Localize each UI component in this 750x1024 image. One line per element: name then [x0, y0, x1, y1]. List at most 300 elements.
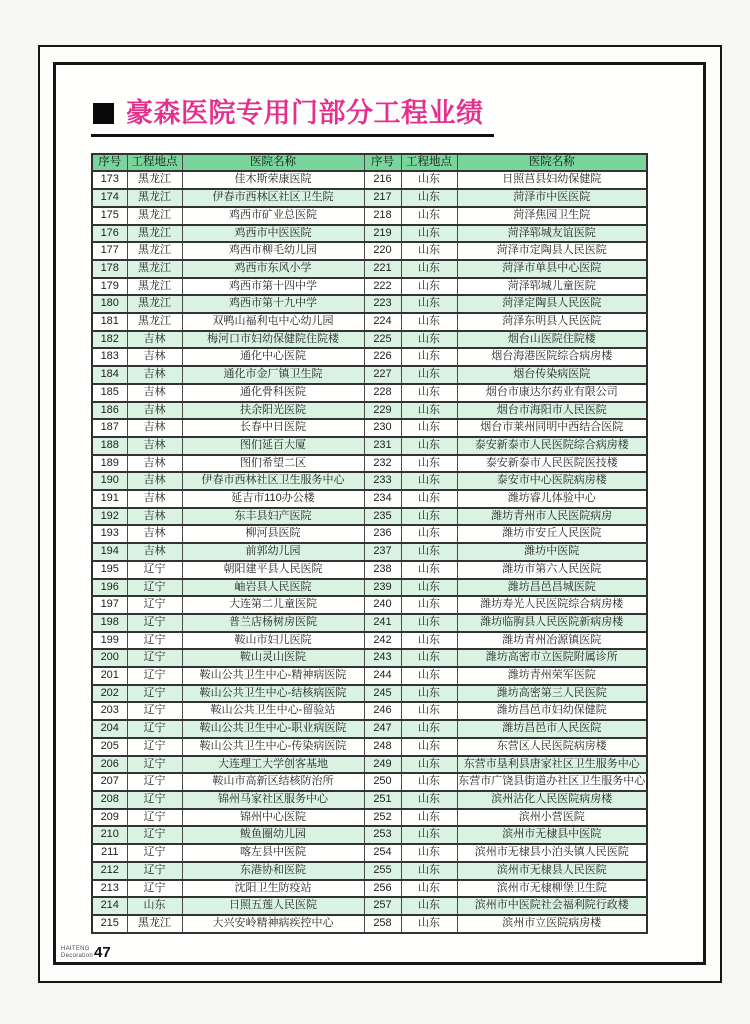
location-cell: 吉林 — [127, 437, 182, 455]
serial-cell: 245 — [364, 685, 401, 703]
hospital-cell: 大连第二儿童医院 — [182, 596, 364, 614]
location-cell: 山东 — [401, 260, 457, 278]
hospital-cell: 泰安市中心医院病房楼 — [457, 472, 647, 490]
serial-cell: 222 — [364, 278, 401, 296]
serial-cell: 203 — [92, 702, 127, 720]
hospital-cell: 锦州中心医院 — [182, 809, 364, 827]
hospital-cell: 鞍山公共卫生中心-传染病医院 — [182, 738, 364, 756]
hospital-cell: 鞍山公共卫生中心-结核病医院 — [182, 685, 364, 703]
hospital-cell: 泰安新泰市人民医院医技楼 — [457, 455, 647, 473]
serial-cell: 239 — [364, 579, 401, 597]
serial-cell: 183 — [92, 348, 127, 366]
hospital-cell: 潍坊中医院 — [457, 543, 647, 561]
location-cell: 山东 — [401, 738, 457, 756]
hospital-cell: 鞍山灵山医院 — [182, 649, 364, 667]
location-cell: 山东 — [401, 702, 457, 720]
serial-cell: 242 — [364, 632, 401, 650]
hospital-cell: 菏泽市中医医院 — [457, 189, 647, 207]
location-cell: 山东 — [401, 667, 457, 685]
serial-cell: 255 — [364, 862, 401, 880]
hospital-cell: 朝阳建平县人民医院 — [182, 561, 364, 579]
location-cell: 辽宁 — [127, 773, 182, 791]
page-title: 豪森医院专用门部分工程业绩 — [126, 98, 484, 128]
serial-cell: 232 — [364, 455, 401, 473]
serial-cell: 218 — [364, 207, 401, 225]
hospital-cell: 双鸭山福利屯中心幼儿园 — [182, 313, 364, 331]
hospital-cell: 鞍山市妇儿医院 — [182, 632, 364, 650]
location-cell: 山东 — [401, 189, 457, 207]
table-row — [92, 720, 647, 738]
location-cell: 山东 — [401, 525, 457, 543]
serial-cell: 186 — [92, 402, 127, 420]
table-row — [92, 791, 647, 809]
location-cell: 山东 — [401, 384, 457, 402]
hospital-cell: 潍坊青州市人民医院病房 — [457, 508, 647, 526]
location-cell: 山东 — [401, 242, 457, 260]
table-row — [92, 419, 647, 437]
serial-cell: 251 — [364, 791, 401, 809]
hospital-cell: 日照莒县妇幼保健院 — [457, 171, 647, 189]
table-row — [92, 455, 647, 473]
table-row — [92, 561, 647, 579]
location-cell: 山东 — [401, 596, 457, 614]
table-row — [92, 579, 647, 597]
hospital-cell: 潍坊昌邑市妇幼保健院 — [457, 702, 647, 720]
serial-cell: 219 — [364, 225, 401, 243]
hospital-cell: 日照五莲人民医院 — [182, 897, 364, 915]
location-cell: 山东 — [401, 278, 457, 296]
table-row — [92, 702, 647, 720]
location-cell: 山东 — [401, 508, 457, 526]
serial-cell: 216 — [364, 171, 401, 189]
hospital-cell: 菏泽市单县中心医院 — [457, 260, 647, 278]
table-row — [92, 207, 647, 225]
table-row — [92, 225, 647, 243]
serial-cell: 212 — [92, 862, 127, 880]
serial-cell: 210 — [92, 826, 127, 844]
serial-cell: 182 — [92, 331, 127, 349]
hospital-cell: 大兴安岭精神病疾控中心 — [182, 915, 364, 933]
table-row — [92, 366, 647, 384]
serial-cell: 201 — [92, 667, 127, 685]
hospital-cell: 佳木斯荣康医院 — [182, 171, 364, 189]
table-row — [92, 331, 647, 349]
table-row — [92, 844, 647, 862]
location-cell: 黑龙江 — [127, 915, 182, 933]
serial-cell: 229 — [364, 402, 401, 420]
hospital-cell: 烟台市海阳市人民医院 — [457, 402, 647, 420]
section-title-block — [91, 99, 494, 137]
serial-cell: 191 — [92, 490, 127, 508]
table-row — [92, 525, 647, 543]
table-row — [92, 915, 647, 933]
hospital-cell: 鸡西市柳毛幼儿园 — [182, 242, 364, 260]
location-cell: 吉林 — [127, 455, 182, 473]
serial-cell: 237 — [364, 543, 401, 561]
table-row — [92, 402, 647, 420]
location-cell: 吉林 — [127, 508, 182, 526]
outer-border-frame — [38, 45, 722, 983]
hospital-cell: 烟台市莱州同明中西结合医院 — [457, 419, 647, 437]
hospital-cell: 潍坊市第六人民医院 — [457, 561, 647, 579]
location-cell: 吉林 — [127, 366, 182, 384]
hospital-cell: 菏泽市定陶县人民医院 — [457, 242, 647, 260]
serial-cell: 206 — [92, 756, 127, 774]
serial-cell: 174 — [92, 189, 127, 207]
serial-cell: 173 — [92, 171, 127, 189]
hospital-cell: 滨州市无棣县中医院 — [457, 826, 647, 844]
serial-cell: 198 — [92, 614, 127, 632]
location-cell: 辽宁 — [127, 720, 182, 738]
hospital-cell: 鸡西市第十四中学 — [182, 278, 364, 296]
location-cell: 山东 — [401, 614, 457, 632]
hospital-cell: 前郭幼儿园 — [182, 543, 364, 561]
inner-border-frame — [53, 62, 706, 965]
table-row — [92, 490, 647, 508]
location-cell: 黑龙江 — [127, 225, 182, 243]
serial-cell: 230 — [364, 419, 401, 437]
serial-cell: 211 — [92, 844, 127, 862]
location-cell: 辽宁 — [127, 632, 182, 650]
hospital-cell: 通化骨科医院 — [182, 384, 364, 402]
location-cell: 辽宁 — [127, 880, 182, 898]
serial-cell: 223 — [364, 295, 401, 313]
serial-cell: 197 — [92, 596, 127, 614]
hospital-cell: 岫岩县人民医院 — [182, 579, 364, 597]
location-cell: 吉林 — [127, 543, 182, 561]
hospital-cell: 柳河县医院 — [182, 525, 364, 543]
serial-cell: 180 — [92, 295, 127, 313]
location-cell: 辽宁 — [127, 738, 182, 756]
table-row — [92, 596, 647, 614]
location-cell: 山东 — [401, 313, 457, 331]
hospital-cell: 滨州市中医院社会福利院行政楼 — [457, 897, 647, 915]
serial-cell: 175 — [92, 207, 127, 225]
location-cell: 山东 — [401, 331, 457, 349]
serial-cell: 228 — [364, 384, 401, 402]
page-footer — [61, 945, 111, 960]
location-cell: 辽宁 — [127, 791, 182, 809]
hospital-cell: 普兰店杨树房医院 — [182, 614, 364, 632]
table-row — [92, 242, 647, 260]
hospital-cell: 滨州市无棣柳堡卫生院 — [457, 880, 647, 898]
page-number: 47 — [94, 944, 111, 961]
location-cell: 山东 — [401, 809, 457, 827]
location-cell: 辽宁 — [127, 809, 182, 827]
location-cell: 山东 — [401, 915, 457, 933]
brand-line-2: Decoration — [61, 953, 94, 960]
hospital-cell: 沈阳卫生防疫站 — [182, 880, 364, 898]
serial-cell: 178 — [92, 260, 127, 278]
table-row — [92, 437, 647, 455]
serial-cell: 190 — [92, 472, 127, 490]
hospital-cell: 滨州市无棣县人民医院 — [457, 862, 647, 880]
hospital-cell: 长春中日医院 — [182, 419, 364, 437]
hospital-cell: 泰安新泰市人民医院综合病房楼 — [457, 437, 647, 455]
location-cell: 吉林 — [127, 384, 182, 402]
hospital-cell: 烟台山医院住院楼 — [457, 331, 647, 349]
location-cell: 山东 — [401, 632, 457, 650]
location-cell: 山东 — [401, 756, 457, 774]
location-cell: 山东 — [401, 419, 457, 437]
serial-cell: 258 — [364, 915, 401, 933]
hospital-cell: 鞍山公共卫生中心-留验站 — [182, 702, 364, 720]
location-cell: 山东 — [401, 295, 457, 313]
location-cell: 黑龙江 — [127, 207, 182, 225]
location-cell: 辽宁 — [127, 596, 182, 614]
table-row — [92, 685, 647, 703]
table-row — [92, 738, 647, 756]
serial-cell: 193 — [92, 525, 127, 543]
hospital-cell: 烟台传染病医院 — [457, 366, 647, 384]
location-cell: 山东 — [401, 348, 457, 366]
hospital-cell: 鲅鱼圈幼儿园 — [182, 826, 364, 844]
hospital-cell: 潍坊昌邑市人民医院 — [457, 720, 647, 738]
location-cell: 山东 — [401, 826, 457, 844]
hospital-cell: 菏泽定陶县人民医院 — [457, 295, 647, 313]
location-cell: 山东 — [401, 579, 457, 597]
location-cell: 吉林 — [127, 331, 182, 349]
hospital-cell: 东营市广饶县街道办社区卫生服务中心 — [457, 773, 647, 791]
hospital-cell: 潍坊青州冶源镇医院 — [457, 632, 647, 650]
table-row — [92, 826, 647, 844]
serial-cell: 185 — [92, 384, 127, 402]
location-cell: 辽宁 — [127, 579, 182, 597]
location-cell: 山东 — [401, 490, 457, 508]
serial-cell: 200 — [92, 649, 127, 667]
location-cell: 吉林 — [127, 472, 182, 490]
serial-cell: 238 — [364, 561, 401, 579]
serial-cell: 253 — [364, 826, 401, 844]
location-cell: 山东 — [401, 880, 457, 898]
serial-cell: 256 — [364, 880, 401, 898]
location-cell: 山东 — [401, 543, 457, 561]
location-cell: 辽宁 — [127, 756, 182, 774]
hospital-cell: 菏泽焦园卫生院 — [457, 207, 647, 225]
hospital-cell: 滨州市立医院病房楼 — [457, 915, 647, 933]
location-cell: 辽宁 — [127, 862, 182, 880]
hospital-cell: 梅河口市妇幼保健院住院楼 — [182, 331, 364, 349]
serial-cell: 235 — [364, 508, 401, 526]
location-cell: 山东 — [401, 437, 457, 455]
table-row — [92, 384, 647, 402]
table-row — [92, 773, 647, 791]
location-cell: 辽宁 — [127, 614, 182, 632]
location-cell: 山东 — [401, 472, 457, 490]
col-header-hospital-right: 医院名称 — [457, 154, 647, 172]
serial-cell: 215 — [92, 915, 127, 933]
table-row — [92, 543, 647, 561]
serial-cell: 244 — [364, 667, 401, 685]
location-cell: 黑龙江 — [127, 278, 182, 296]
table-row — [92, 756, 647, 774]
location-cell: 辽宁 — [127, 685, 182, 703]
serial-cell: 189 — [92, 455, 127, 473]
serial-cell: 188 — [92, 437, 127, 455]
serial-cell: 187 — [92, 419, 127, 437]
location-cell: 山东 — [401, 366, 457, 384]
hospital-cell: 菏泽东明县人民医院 — [457, 313, 647, 331]
location-cell: 吉林 — [127, 525, 182, 543]
table-row — [92, 897, 647, 915]
serial-cell: 199 — [92, 632, 127, 650]
hospital-cell: 滨州小营医院 — [457, 809, 647, 827]
location-cell: 山东 — [401, 225, 457, 243]
hospital-cell: 通化市金厂镇卫生院 — [182, 366, 364, 384]
location-cell: 山东 — [401, 720, 457, 738]
hospital-cell: 潍坊睿儿体验中心 — [457, 490, 647, 508]
projects-table — [91, 153, 648, 934]
serial-cell: 194 — [92, 543, 127, 561]
table-row — [92, 614, 647, 632]
serial-cell: 179 — [92, 278, 127, 296]
location-cell: 黑龙江 — [127, 295, 182, 313]
hospital-cell: 大连理工大学创客基地 — [182, 756, 364, 774]
title-bullet-square-icon — [93, 103, 114, 124]
serial-cell: 205 — [92, 738, 127, 756]
hospital-cell: 喀左县中医院 — [182, 844, 364, 862]
hospital-cell: 烟台市康达尔药业有限公司 — [457, 384, 647, 402]
table-row — [92, 862, 647, 880]
serial-cell: 241 — [364, 614, 401, 632]
table-body — [92, 171, 647, 932]
hospital-cell: 伊春市西林社区卫生服务中心 — [182, 472, 364, 490]
col-header-serial-right: 序号 — [364, 154, 401, 172]
serial-cell: 213 — [92, 880, 127, 898]
serial-cell: 233 — [364, 472, 401, 490]
serial-cell: 249 — [364, 756, 401, 774]
hospital-cell: 潍坊昌邑昌城医院 — [457, 579, 647, 597]
serial-cell: 192 — [92, 508, 127, 526]
location-cell: 黑龙江 — [127, 313, 182, 331]
hospital-cell: 滨州沾化人民医院病房楼 — [457, 791, 647, 809]
hospital-cell: 鸡西市矿业总医院 — [182, 207, 364, 225]
serial-cell: 254 — [364, 844, 401, 862]
serial-cell: 236 — [364, 525, 401, 543]
hospital-cell: 东营市垦利县唐家社区卫生服务中心 — [457, 756, 647, 774]
location-cell: 吉林 — [127, 490, 182, 508]
location-cell: 辽宁 — [127, 649, 182, 667]
table-row — [92, 649, 647, 667]
hospital-cell: 鞍山公共卫生中心-职业病医院 — [182, 720, 364, 738]
hospital-cell: 潍坊青州荣军医院 — [457, 667, 647, 685]
serial-cell: 177 — [92, 242, 127, 260]
location-cell: 山东 — [401, 171, 457, 189]
location-cell: 黑龙江 — [127, 242, 182, 260]
serial-cell: 248 — [364, 738, 401, 756]
location-cell: 辽宁 — [127, 844, 182, 862]
serial-cell: 227 — [364, 366, 401, 384]
hospital-cell: 扶余阳光医院 — [182, 402, 364, 420]
location-cell: 辽宁 — [127, 667, 182, 685]
hospital-cell: 东港协和医院 — [182, 862, 364, 880]
serial-cell: 217 — [364, 189, 401, 207]
hospital-cell: 潍坊寿光人民医院综合病房楼 — [457, 596, 647, 614]
hospital-cell: 潍坊临朐县人民医院新病房楼 — [457, 614, 647, 632]
hospital-cell: 菏泽郓城友谊医院 — [457, 225, 647, 243]
serial-cell: 202 — [92, 685, 127, 703]
table-row — [92, 880, 647, 898]
table-row — [92, 171, 647, 189]
location-cell: 山东 — [401, 844, 457, 862]
table-row — [92, 632, 647, 650]
hospital-cell: 东营区人民医院病房楼 — [457, 738, 647, 756]
serial-cell: 195 — [92, 561, 127, 579]
hospital-cell: 滨州市无棣县小泊头镇人民医院 — [457, 844, 647, 862]
location-cell: 山东 — [127, 897, 182, 915]
serial-cell: 257 — [364, 897, 401, 915]
serial-cell: 184 — [92, 366, 127, 384]
table-row — [92, 313, 647, 331]
serial-cell: 250 — [364, 773, 401, 791]
hospital-cell: 图们希望二区 — [182, 455, 364, 473]
location-cell: 山东 — [401, 685, 457, 703]
hospital-cell: 鞍山公共卫生中心-精神病医院 — [182, 667, 364, 685]
table-row — [92, 809, 647, 827]
location-cell: 山东 — [401, 862, 457, 880]
hospital-cell: 伊春市西林区社区卫生院 — [182, 189, 364, 207]
serial-cell: 196 — [92, 579, 127, 597]
table-row — [92, 348, 647, 366]
serial-cell: 181 — [92, 313, 127, 331]
serial-cell: 234 — [364, 490, 401, 508]
col-header-hospital-left: 医院名称 — [182, 154, 364, 172]
table-row — [92, 278, 647, 296]
location-cell: 辽宁 — [127, 561, 182, 579]
serial-cell: 220 — [364, 242, 401, 260]
hospital-cell: 锦州马家社区服务中心 — [182, 791, 364, 809]
serial-cell: 209 — [92, 809, 127, 827]
location-cell: 山东 — [401, 561, 457, 579]
location-cell: 吉林 — [127, 402, 182, 420]
hospital-cell: 鸡西市中医医院 — [182, 225, 364, 243]
location-cell: 黑龙江 — [127, 189, 182, 207]
serial-cell: 240 — [364, 596, 401, 614]
location-cell: 山东 — [401, 207, 457, 225]
hospital-cell: 菏泽郓城儿童医院 — [457, 278, 647, 296]
location-cell: 山东 — [401, 455, 457, 473]
hospital-cell: 鸡西市第十九中学 — [182, 295, 364, 313]
location-cell: 山东 — [401, 402, 457, 420]
hospital-cell: 鸡西市东风小学 — [182, 260, 364, 278]
serial-cell: 204 — [92, 720, 127, 738]
location-cell: 辽宁 — [127, 826, 182, 844]
location-cell: 辽宁 — [127, 702, 182, 720]
table-row — [92, 260, 647, 278]
serial-cell: 252 — [364, 809, 401, 827]
location-cell: 吉林 — [127, 348, 182, 366]
serial-cell: 246 — [364, 702, 401, 720]
location-cell: 黑龙江 — [127, 171, 182, 189]
hospital-cell: 烟台海港医院综合病房楼 — [457, 348, 647, 366]
location-cell: 吉林 — [127, 419, 182, 437]
hospital-cell: 潍坊高密市立医院附属诊所 — [457, 649, 647, 667]
hospital-cell: 潍坊市安丘人民医院 — [457, 525, 647, 543]
serial-cell: 224 — [364, 313, 401, 331]
serial-cell: 231 — [364, 437, 401, 455]
location-cell: 山东 — [401, 649, 457, 667]
serial-cell: 225 — [364, 331, 401, 349]
location-cell: 山东 — [401, 773, 457, 791]
hospital-cell: 通化中心医院 — [182, 348, 364, 366]
col-header-serial-left: 序号 — [92, 154, 127, 172]
brand-line-1: HAITENG — [61, 946, 90, 953]
serial-cell: 243 — [364, 649, 401, 667]
hospital-cell: 鞍山市高新区结核防治所 — [182, 773, 364, 791]
table-row — [92, 472, 647, 490]
col-header-location-right: 工程地点 — [401, 154, 457, 172]
serial-cell: 208 — [92, 791, 127, 809]
